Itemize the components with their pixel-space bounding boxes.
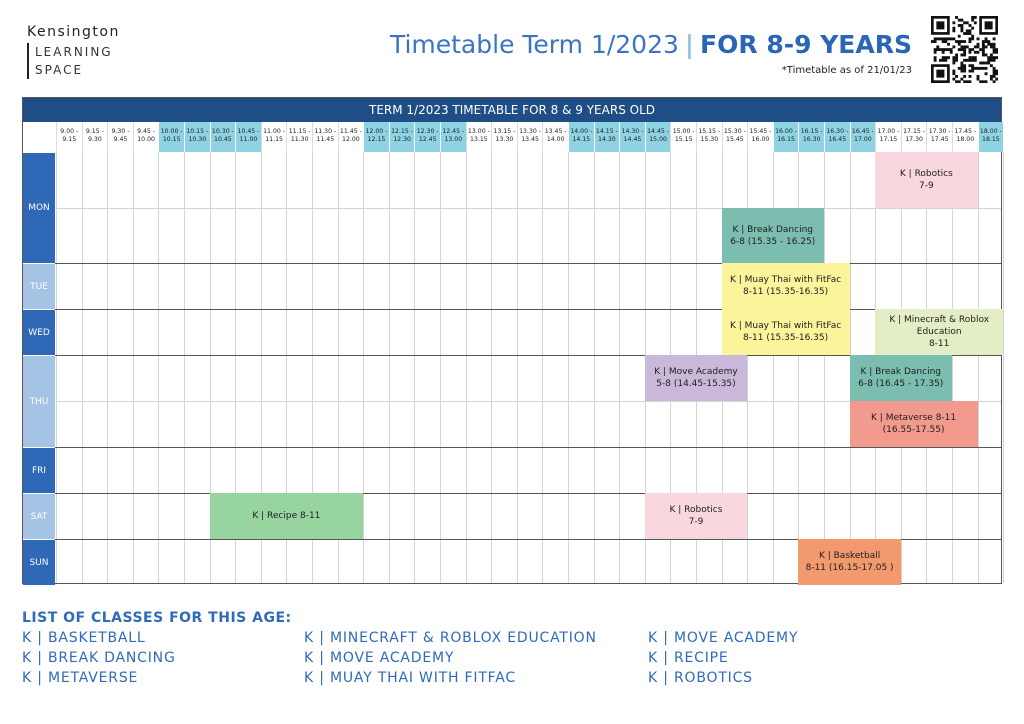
time-slot-header: 9.45 - 10.00 (133, 122, 159, 152)
logo-name: Kensington (27, 24, 120, 40)
class-block: K | Robotics 7-9 (645, 493, 747, 539)
timetable-banner: TERM 1/2023 TIMETABLE FOR 8 & 9 YEARS OLD (23, 98, 1001, 122)
time-slot-header: 15.30 - 15.45 (722, 122, 748, 152)
class-list-item: K | BREAK DANCING (22, 650, 176, 666)
time-slot-header: 17.45 - 18.00 (952, 122, 978, 152)
grid-column-line (619, 152, 620, 583)
time-slot-header: 15.15 - 15.30 (696, 122, 722, 152)
class-block: K | Muay Thai with FitFac 8-11 (15.35-16.35) (722, 263, 850, 309)
page-title (390, 30, 912, 59)
class-block: K | Recipe 8-11 (210, 493, 364, 539)
time-slot-header: 12.45 - 13.00 (440, 122, 466, 152)
grid-column-line (158, 152, 159, 583)
day-separator (23, 447, 1001, 448)
grid-column-line (466, 152, 467, 583)
title-age: FOR 8-9 YEARS (700, 30, 912, 59)
time-slot-header: 16.00 - 16.15 (773, 122, 799, 152)
time-slot-header: 16.15 - 16.30 (798, 122, 824, 152)
time-slot-header: 14.30 - 14.45 (619, 122, 645, 152)
class-list-item: K | MUAY THAI WITH FITFAC (304, 670, 516, 686)
time-slot-header: 11.45 - 12.00 (338, 122, 364, 152)
day-separator (23, 263, 1001, 264)
class-list (22, 610, 1012, 700)
grid-column-line (389, 152, 390, 583)
time-slot-header: 13.00 - 13.15 (466, 122, 492, 152)
timetable-date-note: *Timetable as of 21/01/23 (781, 65, 912, 76)
class-block: K | Metaverse 8-11 (16.55-17.55) (850, 401, 978, 447)
grid-column-line (1003, 152, 1004, 583)
grid-column-line (56, 152, 57, 583)
class-list-item: K | ROBOTICS (648, 670, 753, 686)
time-slot-header: 14.00 - 14.15 (568, 122, 594, 152)
day-label-tue: TUE (23, 263, 55, 309)
time-slot-header: 14.15 - 14.30 (594, 122, 620, 152)
time-slot-header: 11.30 - 11.45 (312, 122, 338, 152)
class-block: K | Basketball 8-11 (16.15-17.05 ) (798, 539, 900, 585)
class-block: K | Muay Thai with FitFac 8-11 (15.35-16.35) (722, 309, 850, 355)
grid-column-line (414, 152, 415, 583)
class-block: K | Break Dancing 6-8 (16.45 - 17.35) (850, 355, 952, 401)
lane-separator (56, 208, 1001, 209)
grid-column-line (978, 152, 979, 583)
time-slot-header: 13.30 - 13.45 (517, 122, 543, 152)
time-slot-header: 11.15 - 11.30 (286, 122, 312, 152)
grid-column-line (594, 152, 595, 583)
time-slot-header: 15.00 - 15.15 (670, 122, 696, 152)
title-separator: | (684, 30, 695, 59)
time-slot-header: 9.30 - 9.45 (107, 122, 133, 152)
time-slot-header: 12.30 - 12.45 (414, 122, 440, 152)
class-block: K | Robotics 7-9 (875, 152, 977, 208)
grid-column-line (517, 152, 518, 583)
timetable-grid (22, 97, 1002, 584)
class-block: K | Minecraft & Roblox Education 8-11 (875, 309, 1003, 355)
time-slot-header: 16.30 - 16.45 (824, 122, 850, 152)
class-list-heading: LIST OF CLASSES FOR THIS AGE: (22, 610, 292, 626)
time-slot-header: 14.45 - 15.00 (645, 122, 671, 152)
time-slot-header: 18.00 - 18.15 (978, 122, 1004, 152)
grid-column-line (952, 152, 953, 583)
grid-column-line (184, 152, 185, 583)
day-label-mon: MON (23, 152, 55, 263)
time-slot-header: 9.00 - 9.15 (56, 122, 82, 152)
class-list-item: K | MOVE ACADEMY (648, 630, 799, 646)
time-slot-header: 12.00 - 12.15 (363, 122, 389, 152)
logo-line-space: SPACE (35, 63, 84, 77)
class-list-item: K | MOVE ACADEMY (304, 650, 455, 666)
time-slot-header: 13.15 - 13.30 (491, 122, 517, 152)
time-slot-header: 13.45 - 14.00 (542, 122, 568, 152)
time-slot-header: 17.15 - 17.30 (901, 122, 927, 152)
grid-column-line (82, 152, 83, 583)
class-list-item: K | MINECRAFT & ROBLOX EDUCATION (304, 630, 597, 646)
class-list-item: K | RECIPE (648, 650, 729, 666)
class-block: K | Break Dancing 6-8 (15.35 - 16.25) (722, 208, 824, 263)
grid-column-line (824, 152, 825, 583)
day-label-sat: SAT (23, 493, 55, 539)
day-label-sun: SUN (23, 539, 55, 585)
day-label-thu: THU (23, 355, 55, 447)
day-label-wed: WED (23, 309, 55, 355)
time-slot-header: 11.00 - 11.15 (261, 122, 287, 152)
time-slot-header: 10.45 - 11.00 (235, 122, 261, 152)
time-slot-header: 10.00 - 10.15 (158, 122, 184, 152)
time-slot-header: 10.15 - 10.30 (184, 122, 210, 152)
time-slot-header: 10.30 - 10.45 (210, 122, 236, 152)
class-list-item: K | BASKETBALL (22, 630, 146, 646)
class-list-item: K | METAVERSE (22, 670, 139, 686)
grid-column-line (568, 152, 569, 583)
grid-column-line (542, 152, 543, 583)
grid-column-line (491, 152, 492, 583)
class-block: K | Move Academy 5-8 (14.45-15.35) (645, 355, 747, 401)
qr-code-icon (931, 16, 998, 83)
time-slot-header: 9.15 - 9.30 (82, 122, 108, 152)
logo-line-learning: LEARNING (35, 45, 113, 59)
time-slot-header: 12.15 - 12.30 (389, 122, 415, 152)
time-slot-header: 15.45 - 16.00 (747, 122, 773, 152)
grid-column-line (107, 152, 108, 583)
day-label-fri: FRI (23, 447, 55, 493)
day-separator (23, 493, 1001, 494)
grid-column-line (440, 152, 441, 583)
time-slot-header: 17.30 - 17.45 (926, 122, 952, 152)
title-term: Timetable Term 1/2023 (389, 30, 679, 59)
grid-column-line (133, 152, 134, 583)
time-slot-header: 16.45 - 17.00 (850, 122, 876, 152)
grid-column-line (363, 152, 364, 583)
day-separator (23, 309, 1001, 310)
time-slot-header: 17.00 - 17.15 (875, 122, 901, 152)
logo (27, 24, 120, 79)
